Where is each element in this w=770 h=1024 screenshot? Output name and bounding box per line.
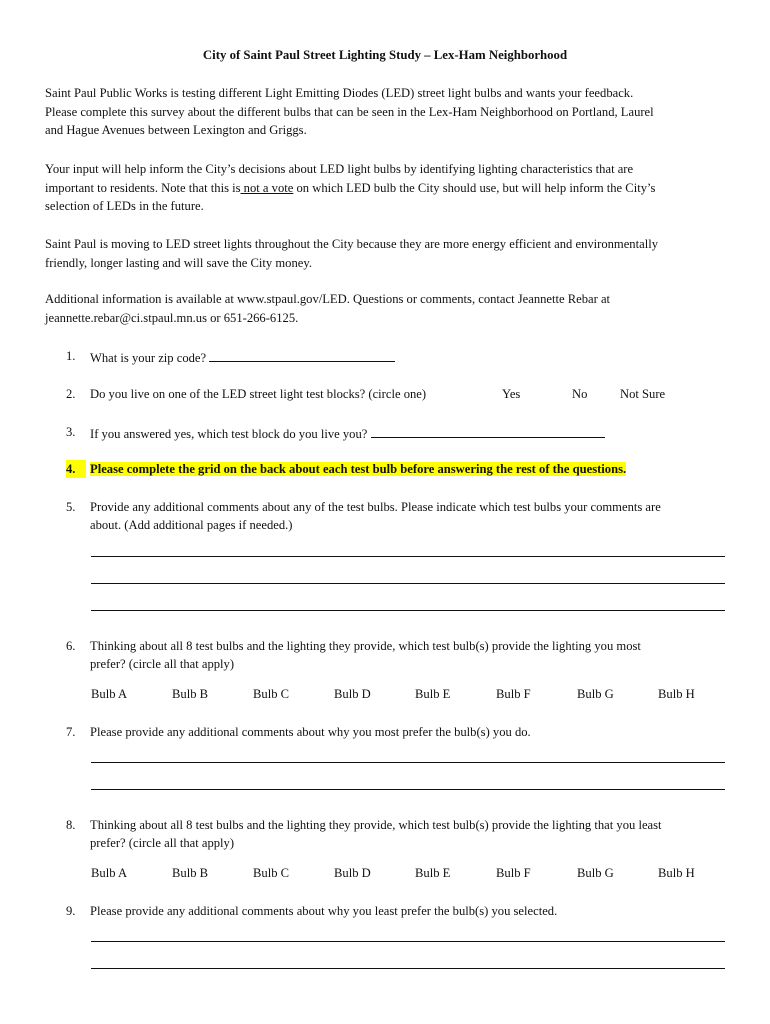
bulb-option-g[interactable]: Bulb G [577,687,614,701]
answer-line[interactable] [91,789,725,790]
question-4 [66,460,726,480]
bulb-option-e[interactable]: Bulb E [415,866,451,880]
answer-line[interactable] [91,762,725,763]
question-text: Thinking about all 8 test bulbs and the lighting they provide, which test bulb(s) provide the lighting that you least [90,818,662,832]
option-not-sure[interactable]: Not Sure [620,387,666,401]
question-number: 1. [66,349,76,363]
question-text: If you answered yes, which test block do you live you? [90,427,368,441]
bulb-option-c[interactable]: Bulb C [253,687,290,701]
bulb-option-g[interactable]: Bulb G [577,866,614,880]
test-block-field[interactable] [371,423,605,438]
question-number: 2. [66,387,76,401]
answer-line[interactable] [91,610,725,611]
question-text: Thinking about all 8 test bulbs and the lighting they provide, which test bulb(s) provide the lighting you most [90,639,641,653]
bulb-option-a[interactable]: Bulb A [91,866,128,880]
question-text: Please provide any additional comments about why you most prefer the bulb(s) you do. [90,725,531,739]
question-1 [66,347,726,367]
bulb-option-c[interactable]: Bulb C [253,866,290,880]
question-number: 6. [66,639,76,653]
question-number: 5. [66,500,76,514]
answer-line[interactable] [91,556,725,557]
bulb-option-e[interactable]: Bulb E [415,687,451,701]
bulb-option-h[interactable]: Bulb H [658,866,695,880]
intro-line: friendly, longer lasting and will save the City money. [45,255,312,270]
answer-line[interactable] [91,941,725,942]
question-text: What is your zip code? [90,351,207,365]
page-title: City of Saint Paul Street Lighting Study – Lex-Ham Neighborhood [202,48,568,62]
question-text: prefer? (circle all that apply) [90,836,235,851]
answer-line[interactable] [91,968,725,969]
question-number: 4. [66,460,86,478]
intro-line: Your input will help inform the City’s decisions about LED light bulbs by identifying lighting characteristics that are [45,162,634,176]
bulb-option-f[interactable]: Bulb F [496,687,531,701]
question-8 [66,816,726,856]
question-2 [66,385,726,405]
question-text: Please provide any additional comments about why you least prefer the bulb(s) you selected. [90,904,558,918]
question-text: about. (Add additional pages if needed.) [90,518,293,533]
intro-line: Please complete this survey about the different bulbs that can be seen in the Lex-Ham Neighborhood on Portland, Laurel [45,104,654,119]
question-5 [66,498,726,538]
question-number: 3. [66,425,76,439]
question-6 [66,637,726,677]
bulb-option-d[interactable]: Bulb D [334,687,371,701]
intro-text: on which LED bulb the City should use, but will help inform the City’s [293,180,656,195]
question-7 [66,723,726,743]
bulb-option-h[interactable]: Bulb H [658,687,695,701]
question-number: 9. [66,904,76,918]
question-9 [66,902,726,922]
not-a-vote-emphasis: not a vote [240,180,294,195]
intro-line: Additional information is available at www.stpaul.gov/LED. Questions or comments, contact Jeannette Rebar at [45,292,611,306]
bulb-option-b[interactable]: Bulb B [172,687,209,701]
intro-text: important to residents. Note that this is [45,180,241,195]
bulb-option-d[interactable]: Bulb D [334,866,371,880]
intro-line [45,179,735,198]
zip-code-field[interactable] [209,347,395,362]
intro-line: and Hague Avenues between Lexington and Griggs. [45,123,307,138]
least-preferred-bulb-options [91,866,731,884]
intro-paragraph-1 [45,84,735,140]
most-preferred-bulb-options [91,687,731,705]
intro-paragraph-4 [45,290,735,327]
intro-line: jeannette.rebar@ci.stpaul.mn.us or 651-266-6125. [45,310,299,325]
question-text: Provide any additional comments about any of the test bulbs. Please indicate which test bulbs your comments are [90,500,661,514]
intro-line: selection of LEDs in the future. [45,199,204,214]
highlighted-instruction: Please complete the grid on the back about each test bulb before answering the rest of the questions. [90,462,627,476]
bulb-option-a[interactable]: Bulb A [91,687,128,701]
answer-line[interactable] [91,583,725,584]
option-yes[interactable]: Yes [502,387,521,401]
question-text: Do you live on one of the LED street light test blocks? (circle one) [90,387,427,401]
intro-line: Saint Paul Public Works is testing different Light Emitting Diodes (LED) street light bulbs and wants your feedback. [45,86,634,100]
intro-line: Saint Paul is moving to LED street lights throughout the City because they are more energy efficient and environmentally [45,237,658,251]
intro-paragraph-2 [45,160,735,216]
question-3 [66,423,726,443]
question-text: prefer? (circle all that apply) [90,657,235,672]
question-number: 8. [66,818,76,832]
bulb-option-f[interactable]: Bulb F [496,866,531,880]
question-number: 7. [66,725,76,739]
option-no[interactable]: No [572,387,588,401]
intro-paragraph-3 [45,235,735,272]
bulb-option-b[interactable]: Bulb B [172,866,209,880]
